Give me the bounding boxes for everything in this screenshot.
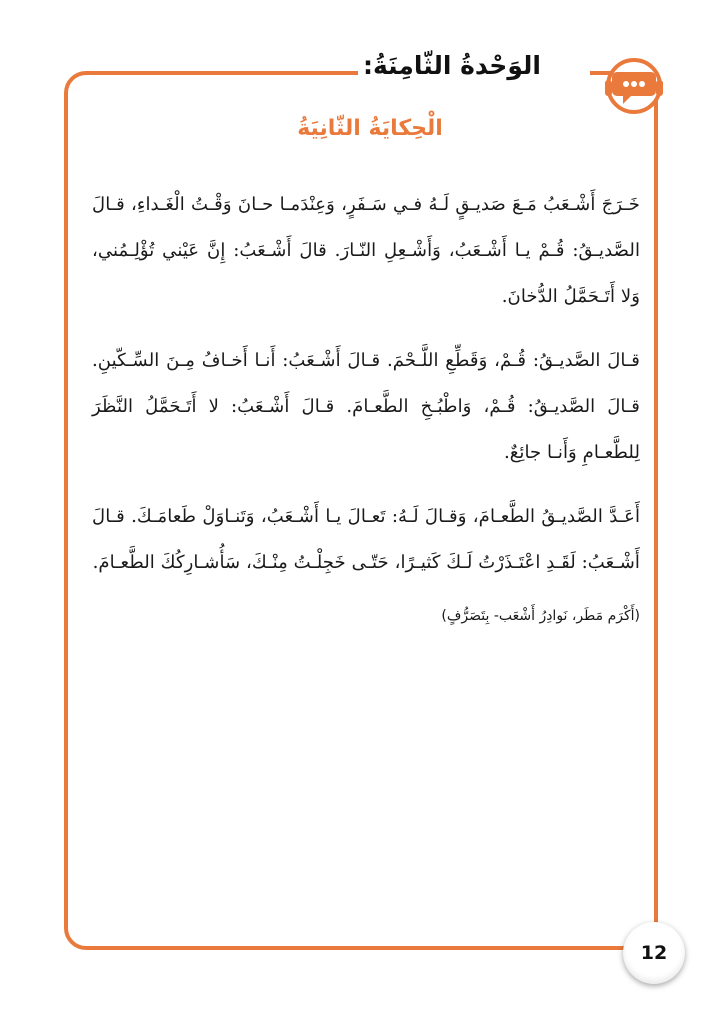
- story-body: [92, 182, 640, 628]
- story-source: (أَكْرَم مَطَر، نَوادِرُ أَشْعَب- بِتَصَرُّفٍ): [441, 608, 640, 624]
- paragraph-2: قـالَ الصَّديـقُ: قُـمْ، وَقَطِّعِ اللَّـحْمَ. قـالَ أَشْـعَبُ: أَنـا أَخـافُ مِـنَ السِّـكّينِ. قـالَ الصَّديـقُ: قُـمْ، وَاطْبُـخِ الطَّعـامَ. قـالَ أَشْـعَبُ: لا أَتَـحَمَّلُ النَّظَرَ لِلطَّعـامِ وَأَنـا جائِعٌ.: [92, 350, 640, 463]
- paragraph-1: خَـرَجَ أَشْـعَبُ مَـعَ صَديـقٍ لَـهُ فـي سَـفَرٍ، وَعِنْدَمـا حـانَ وَقْـتُ الْغَـداءِ، قـالَ الصَّديـقُ: قُـمْ يـا أَشْـعَبُ، وَأَشْـعِلِ النّـارَ. قالَ أَشْـعَبُ: إِنَّ عَيْني تُؤْلِـمُني، وَلا أَتَـحَمَّلُ الدُّخانَ.: [92, 194, 640, 307]
- unit-title: الوَحْدةُ الثّامِنَةُ:: [363, 51, 541, 80]
- story-title: الْحِكايَةُ الثّانِيَةُ: [297, 116, 443, 141]
- page-number: 12: [623, 922, 685, 984]
- chat-bubble-headset-icon: [598, 52, 678, 132]
- paragraph-3: أَعَـدَّ الصَّديـقُ الطَّعـامَ، وَقـالَ لَـهُ: تَعـالَ يـا أَشْـعَبُ، وَتَنـاوَلْ طَعامَـكَ. قـالَ أَشْـعَبُ: لَقَـدِ اعْتَـذَرْتُ لَـكَ كَثيـرًا، حَتّـى خَجِلْـتُ مِنْـكَ، سَأُشـارِكُكَ الطَّعـامَ.: [92, 506, 640, 573]
